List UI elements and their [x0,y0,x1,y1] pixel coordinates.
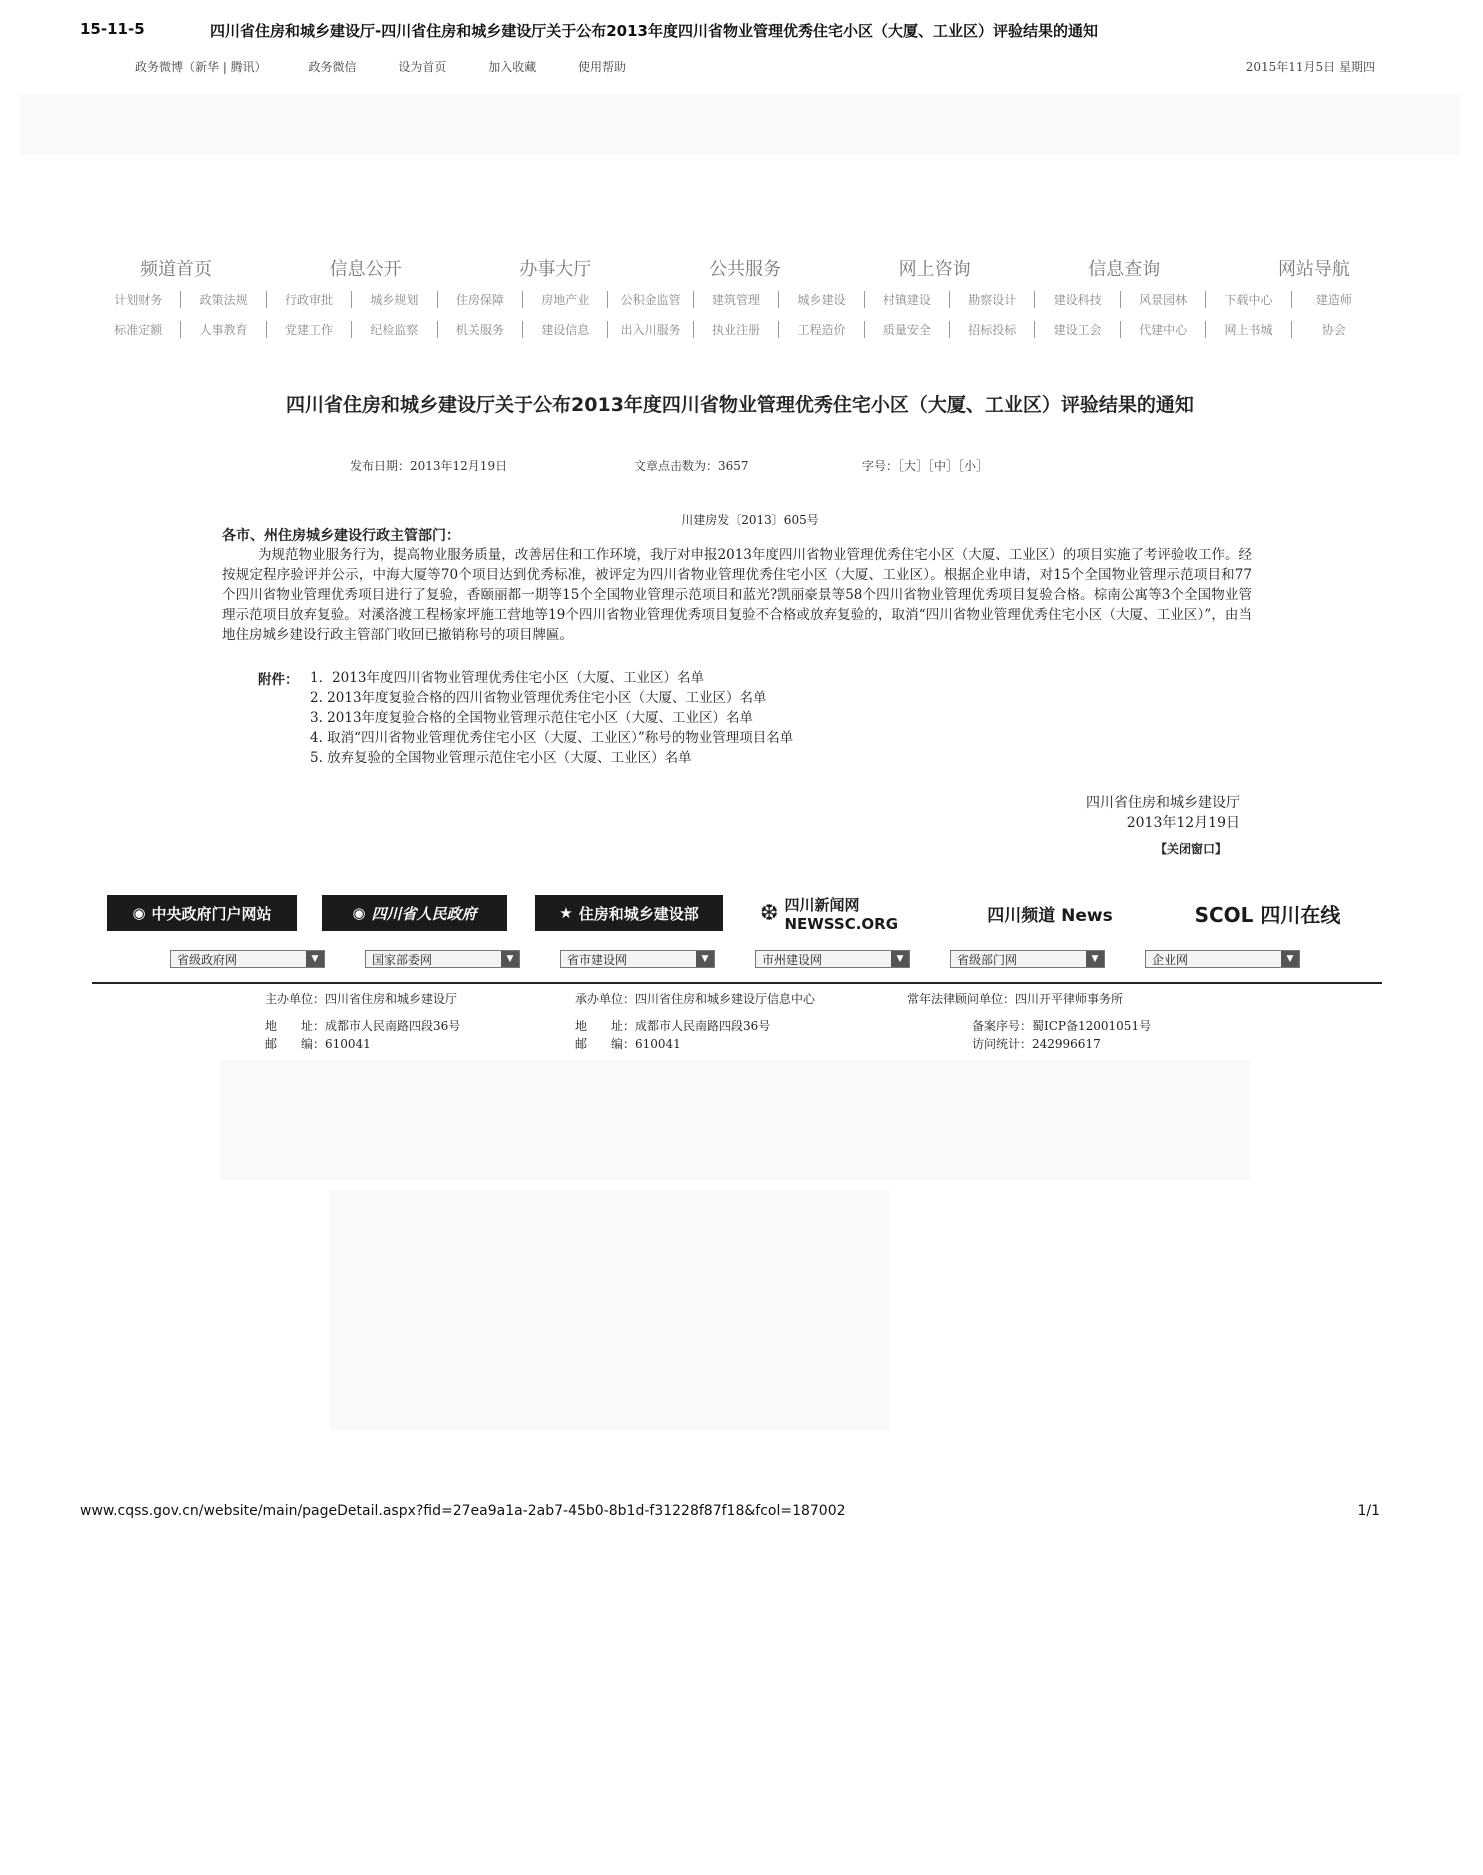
nav-online-consult[interactable]: 网上咨询 [898,259,971,280]
organizer-unit: 承办单位：四川省住房和城乡建设厅信息中心 [575,992,816,1006]
select-provincial-gov[interactable]: 省级政府网 ▼ [170,950,325,968]
sub-nav-item[interactable]: 住房保障 [437,291,522,308]
select-city-construction[interactable]: 省市建设网 ▼ [560,950,715,968]
help-link[interactable]: 使用帮助 [578,60,627,74]
nav-public-service[interactable]: 公共服务 [708,259,781,280]
sub-nav-item[interactable]: 机关服务 [437,321,522,338]
close-window-button[interactable]: 【关闭窗口】 [1155,842,1228,856]
wechat-link[interactable]: 政务微信 [308,60,357,74]
select-enterprises[interactable]: 企业网 ▼ [1145,950,1300,968]
nav-service-hall[interactable]: 办事大厅 [519,259,592,280]
icp-record[interactable]: 备案序号：蜀ICP备12001051号 [972,1019,1152,1033]
mohurd-logo[interactable]: ★ 住房和城乡建设部 [535,895,723,931]
chevron-down-icon: ▼ [696,951,714,967]
click-count: 文章点击数为：3657 [634,459,749,473]
print-footer [80,1503,1380,1519]
select-provincial-departments[interactable]: 省级部门网 ▼ [950,950,1105,968]
sub-nav-item[interactable]: 招标投标 [949,321,1034,338]
sichuan-channel-logo[interactable]: 四川频道 News [987,905,1113,926]
salutation: 各市、州住房城乡建设行政主管部门： [222,528,460,544]
attachments-label: 附件： [258,672,299,688]
legal-advisor: 常年法律顾问单位：四川开平律师事务所 [907,992,1124,1006]
sub-nav-item[interactable]: 建设工会 [1034,321,1119,338]
chevron-down-icon: ▼ [1086,951,1104,967]
sub-nav-item[interactable]: 执业注册 [693,321,778,338]
emblem-icon: ◉ [352,904,366,922]
chevron-down-icon: ▼ [306,951,324,967]
visit-counter: 访问统计：242996617 [972,1037,1101,1051]
host-unit: 主办单位：四川省住房和城乡建设厅 [265,992,458,1006]
sub-nav-item[interactable]: 纪检监察 [351,321,436,338]
scol-logo[interactable]: SCOL 四川在线 [1194,902,1341,927]
sub-nav-item[interactable]: 建造师 [1291,291,1376,308]
attachments-list [310,668,793,768]
sub-nav-item[interactable]: 勘察设计 [949,291,1034,308]
sub-nav-item[interactable]: 协会 [1291,321,1376,338]
sub-nav-item[interactable]: 计划财务 [114,293,163,307]
attachment-link[interactable]: 1．2013年度四川省物业管理优秀住宅小区（大厦、工业区）名单 [310,670,704,686]
sub-nav-item[interactable]: 下载中心 [1205,291,1290,308]
sub-nav-item[interactable]: 建设信息 [522,321,607,338]
sub-nav-row-2 [96,321,1376,338]
weibo-link[interactable]: 政务微博（新华 | 腾讯） [135,60,267,74]
sub-nav-item[interactable]: 村镇建设 [864,291,949,308]
chevron-down-icon: ▼ [891,951,909,967]
sub-nav-item[interactable]: 标准定额 [114,323,163,337]
font-size-switcher[interactable]: 字号：［大］［中］［小］ [862,459,989,473]
sub-nav-item[interactable]: 城乡规划 [351,291,436,308]
swirl-icon: ❆ [760,900,779,926]
select-prefecture-construction[interactable]: 市州建设网 ▼ [755,950,910,968]
signer-name: 四川省住房和城乡建设厅 [1086,795,1240,811]
publish-date: 发布日期：2013年12月19日 [350,459,508,473]
newssc-logo[interactable]: ❆ 四川新闻网 NEWSSC.ORG [760,895,899,933]
sub-nav-item[interactable]: 党建工作 [266,321,351,338]
sub-nav-item[interactable]: 质量安全 [864,321,949,338]
sichuan-gov-logo[interactable]: ◉ 四川省人民政府 [322,895,507,931]
current-date: 2015年11月5日 星期四 [1245,60,1375,74]
sub-nav-item[interactable]: 代建中心 [1120,321,1205,338]
address-host: 地 址：成都市人民南路四段36号 [265,1019,461,1033]
emblem-icon: ◉ [132,904,146,922]
article-title: 四川省住房和城乡建设厅关于公布2013年度四川省物业管理优秀住宅小区（大厦、工业区）评验结果的通知 [286,394,1194,416]
sub-nav-item[interactable]: 建筑管理 [693,291,778,308]
sub-nav-item[interactable]: 政策法规 [180,291,265,308]
nav-site-map[interactable]: 网站导航 [1277,259,1350,280]
page-number: 1/1 [1357,1503,1380,1519]
attachment-link[interactable]: 3. 2013年度复验合格的全国物业管理示范住宅小区（大厦、工业区）名单 [310,710,754,726]
nav-info-query[interactable]: 信息查询 [1088,259,1161,280]
print-date: 15-11-5 [80,20,145,38]
sub-nav-item[interactable]: 房地产业 [522,291,607,308]
select-ministries[interactable]: 国家部委网 ▼ [365,950,520,968]
chevron-down-icon: ▼ [501,951,519,967]
add-favorite-link[interactable]: 加入收藏 [488,60,537,74]
sub-nav-item[interactable]: 行政审批 [266,291,351,308]
sub-nav-item[interactable]: 网上书城 [1205,321,1290,338]
attachment-link[interactable]: 4. 取消“四川省物业管理优秀住宅小区（大厦、工业区）”称号的物业管理项目名单 [310,730,794,746]
sub-nav-item[interactable]: 公积金监管 [607,291,692,308]
address-organizer: 地 址：成都市人民南路四段36号 [575,1019,771,1033]
document-number: 川建房发〔2013〕605号 [681,513,819,527]
sub-nav-item[interactable]: 出入川服务 [607,321,692,338]
sub-nav-item[interactable]: 建设科技 [1034,291,1119,308]
sign-date: 2013年12月19日 [1126,815,1240,831]
sub-nav-row-1 [96,291,1376,308]
nav-info-public[interactable]: 信息公开 [329,259,402,280]
gov-portal-logo[interactable]: ◉ 中央政府门户网站 [107,895,297,931]
print-title: 四川省住房和城乡建设厅-四川省住房和城乡建设厅关于公布2013年度四川省物业管理优秀住宅小区（大厦、工业区）评验结果的通知 [210,22,1098,40]
scan-artifact [330,1190,890,1430]
star-icon: ★ [559,904,573,922]
sub-nav-item[interactable]: 城乡建设 [778,291,863,308]
attachment-link[interactable]: 2. 2013年度复验合格的四川省物业管理优秀住宅小区（大厦、工业区）名单 [310,690,767,706]
page-url: www.cqss.gov.cn/website/main/pageDetail.aspx?fid=27ea9a1a-2ab7-45b0-8b1d-f31228f87f18&fcol=187002 [80,1503,846,1519]
utility-bar [135,58,1375,75]
signature-block [1000,793,1240,833]
chevron-down-icon: ▼ [1281,951,1299,967]
postcode-host: 邮 编：610041 [265,1037,371,1051]
article-body: 为规范物业服务行为，提高物业服务质量，改善居住和工作环境，我厅对申报2013年度四川省物业管理优秀住宅小区（大厦、工业区）的项目实施了考评验收工作。经按规定程序验评并公示，中海大厦等70个项目达到优秀标准，被评定为四川省物业管理优秀住宅小区（大厦、工业区）。根据企业申请，对15个全国物业管理示范项目和77个四川省物业管理优秀项目进行了复验，香颐丽都一期等15个全国物业管理示范项目和蓝光?凯丽豪景等58个四川省物业管理优秀项目复验合格。棕南公寓等3个全国物业管理示范项目放弃复验。对溪洛渡工程杨家坪施工营地等19个四川省物业管理优秀项目复验不合格或放弃复验的，取消“四川省物业管理优秀住宅小区（大厦、工业区）”，由当地住房城乡建设行政主管部门收回已撤销称号的项目牌匾。 [222,547,1252,643]
scan-artifact [20,95,1460,155]
nav-home[interactable]: 频道首页 [140,259,212,280]
footer-divider [92,982,1382,984]
sub-nav-item[interactable]: 人事教育 [180,321,265,338]
sub-nav-item[interactable]: 工程造价 [778,321,863,338]
attachment-link[interactable]: 5. 放弃复验的全国物业管理示范住宅小区（大厦、工业区）名单 [310,750,692,766]
scan-artifact [220,1060,1250,1180]
sub-nav-item[interactable]: 风景园林 [1120,291,1205,308]
main-nav [140,255,1350,281]
set-home-link[interactable]: 设为首页 [398,60,447,74]
postcode-organizer: 邮 编：610041 [575,1037,681,1051]
